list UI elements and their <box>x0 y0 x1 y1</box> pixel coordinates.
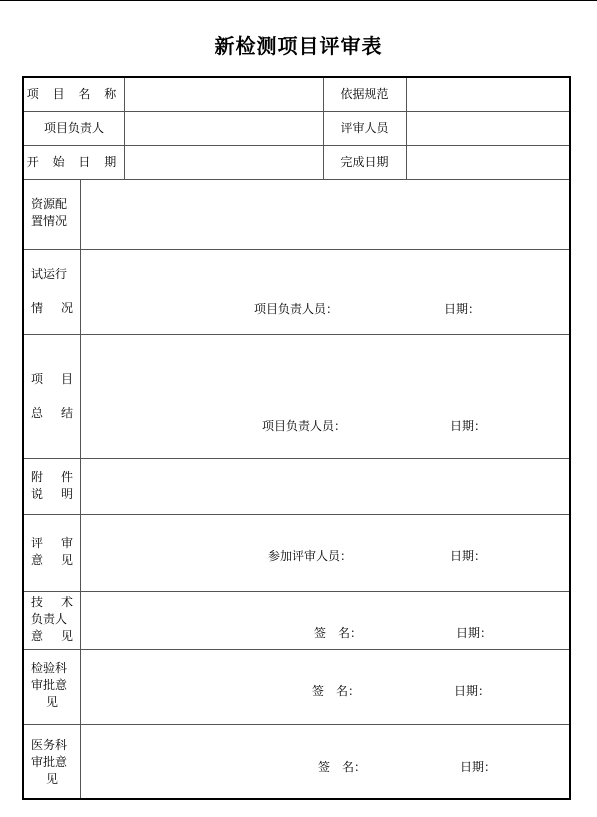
resource-field[interactable] <box>81 180 569 249</box>
start-date-field[interactable] <box>125 146 322 178</box>
review-opinion-label: 评 审 意 见 <box>31 536 73 567</box>
tech-date-label: 日期： <box>456 626 493 640</box>
inspection-date-label: 日期： <box>454 684 491 698</box>
project-name-field[interactable] <box>125 78 322 110</box>
project-leader-field[interactable] <box>125 112 322 144</box>
project-name-label: 项 目 名 称 <box>26 87 122 101</box>
top-border-line <box>0 0 597 1</box>
medical-date-label: 日期： <box>460 760 497 774</box>
trial-run-person-label: 项目负责人员： <box>254 302 339 316</box>
review-participants-label: 参加评审人员： <box>268 549 353 563</box>
review-date-label: 日期： <box>450 549 487 563</box>
inspection-dept-approval-label: 检验科 审批意 见 <box>31 661 68 709</box>
page-title: 新检测项目评审表 <box>214 34 383 58</box>
start-date-label: 开 始 日 期 <box>26 155 122 169</box>
tech-leader-opinion-label: 技 术 负责人 意 见 <box>31 595 73 643</box>
inspection-sign-label: 签 名： <box>312 684 361 698</box>
trial-run-field[interactable] <box>81 250 569 334</box>
trial-run-date-label: 日期： <box>444 302 481 316</box>
medical-dept-approval-label: 医务科 审批意 见 <box>31 738 68 786</box>
review-form <box>22 76 571 800</box>
standard-field[interactable] <box>407 78 569 110</box>
summary-person-label: 项目负责人员： <box>262 419 347 433</box>
standard-label: 依据规范 <box>340 87 389 101</box>
tech-sign-label: 签 名： <box>314 626 363 640</box>
resource-label: 资源配 置情况 <box>31 197 68 228</box>
summary-date-label: 日期： <box>450 419 487 433</box>
attachment-label: 附 件 说 明 <box>31 470 73 501</box>
project-summary-label: 项 目 总 结 <box>31 372 73 420</box>
finish-date-field[interactable] <box>407 146 569 178</box>
reviewers-field[interactable] <box>407 112 569 144</box>
finish-date-label: 完成日期 <box>340 155 389 169</box>
reviewers-label: 评审人员 <box>340 121 389 135</box>
trial-run-label: 试运行 情 况 <box>31 267 73 315</box>
medical-sign-label: 签 名： <box>318 760 367 774</box>
project-leader-label: 项目负责人 <box>43 121 104 135</box>
attachment-field[interactable] <box>81 459 569 514</box>
project-summary-field[interactable] <box>81 335 569 458</box>
